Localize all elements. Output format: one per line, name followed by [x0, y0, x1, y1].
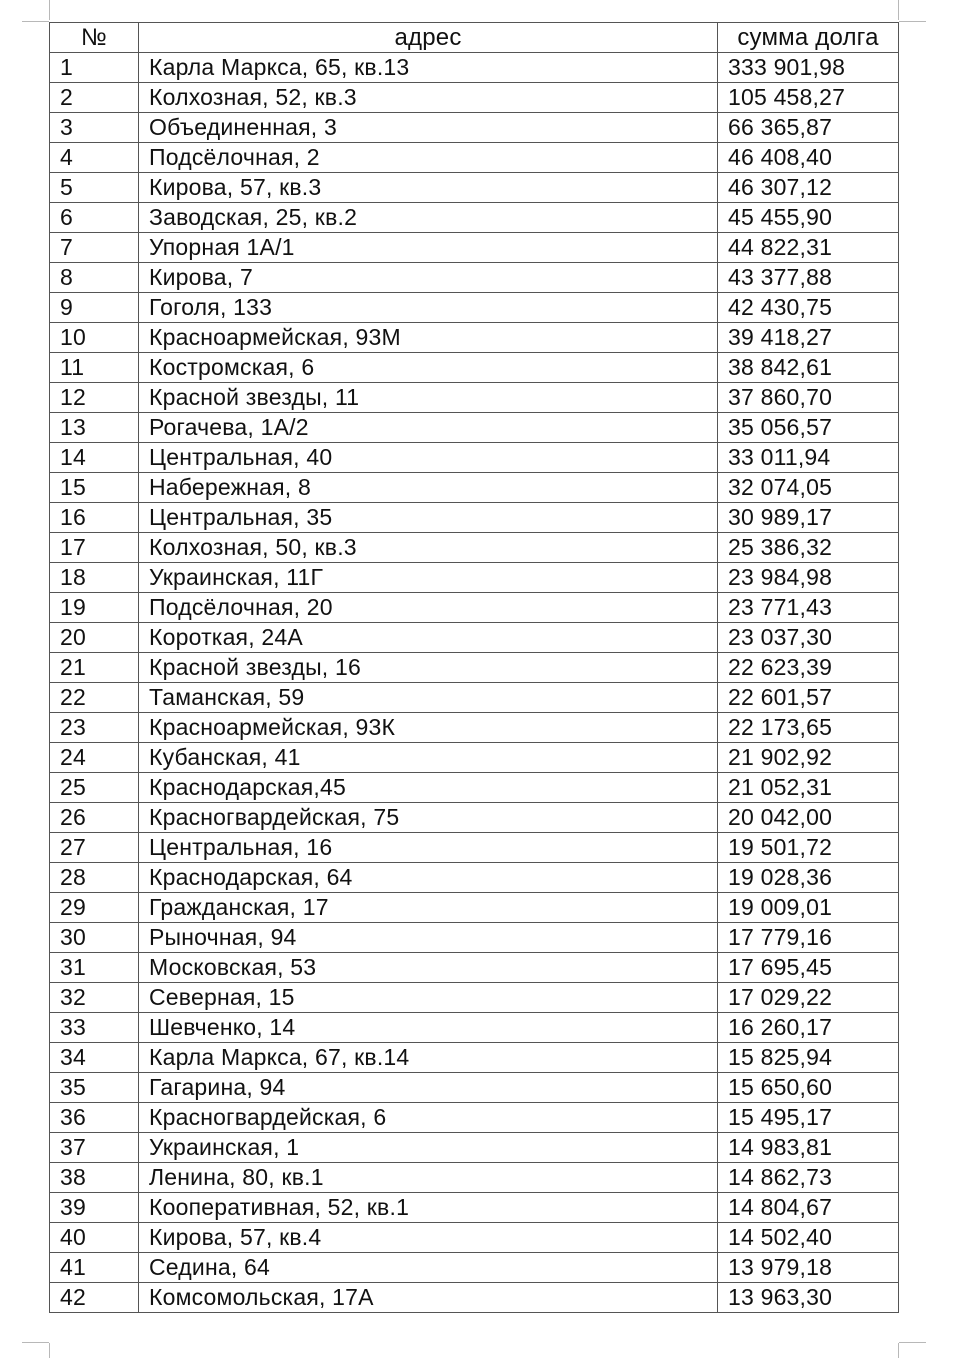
row-number: 18 [50, 563, 139, 593]
crop-mark [898, 1343, 899, 1358]
row-amount: 333 901,98 [718, 53, 899, 83]
table-row [50, 1253, 899, 1283]
row-amount: 23 984,98 [718, 563, 899, 593]
row-amount: 16 260,17 [718, 1013, 899, 1043]
table-row [50, 1043, 899, 1073]
table-row [50, 893, 899, 923]
row-address: Заводская, 25, кв.2 [139, 203, 718, 233]
row-number: 28 [50, 863, 139, 893]
row-address: Кирова, 57, кв.4 [139, 1223, 718, 1253]
row-amount: 13 979,18 [718, 1253, 899, 1283]
row-address: Шевченко, 14 [139, 1013, 718, 1043]
row-number: 34 [50, 1043, 139, 1073]
row-address: Кооперативная, 52, кв.1 [139, 1193, 718, 1223]
crop-mark [898, 0, 899, 20]
row-address: Гагарина, 94 [139, 1073, 718, 1103]
row-amount: 23 037,30 [718, 623, 899, 653]
row-address: Центральная, 16 [139, 833, 718, 863]
header-amount: сумма долга [718, 23, 899, 53]
table-row [50, 533, 899, 563]
row-address: Кубанская, 41 [139, 743, 718, 773]
table-row [50, 1223, 899, 1253]
row-number: 1 [50, 53, 139, 83]
row-number: 41 [50, 1253, 139, 1283]
row-number: 22 [50, 683, 139, 713]
row-address: Карла Маркса, 67, кв.14 [139, 1043, 718, 1073]
row-amount: 17 779,16 [718, 923, 899, 953]
row-amount: 30 989,17 [718, 503, 899, 533]
table-row [50, 803, 899, 833]
table-row [50, 1163, 899, 1193]
table-row [50, 833, 899, 863]
row-number: 17 [50, 533, 139, 563]
row-amount: 66 365,87 [718, 113, 899, 143]
row-address: Красноармейская, 93К [139, 713, 718, 743]
row-amount: 32 074,05 [718, 473, 899, 503]
header-number: № [50, 23, 139, 53]
row-number: 42 [50, 1283, 139, 1313]
table-row [50, 623, 899, 653]
table-row [50, 503, 899, 533]
row-address: Гоголя, 133 [139, 293, 718, 323]
row-number: 32 [50, 983, 139, 1013]
row-address: Объединенная, 3 [139, 113, 718, 143]
row-amount: 44 822,31 [718, 233, 899, 263]
row-amount: 38 842,61 [718, 353, 899, 383]
row-number: 3 [50, 113, 139, 143]
row-address: Украинская, 11Г [139, 563, 718, 593]
row-amount: 33 011,94 [718, 443, 899, 473]
row-number: 36 [50, 1103, 139, 1133]
crop-mark [899, 21, 926, 22]
row-amount: 22 623,39 [718, 653, 899, 683]
row-amount: 15 825,94 [718, 1043, 899, 1073]
row-address: Краснодарская,45 [139, 773, 718, 803]
row-address: Колхозная, 52, кв.3 [139, 83, 718, 113]
row-amount: 35 056,57 [718, 413, 899, 443]
row-number: 12 [50, 383, 139, 413]
row-address: Рогачева, 1А/2 [139, 413, 718, 443]
table-row [50, 1193, 899, 1223]
row-amount: 39 418,27 [718, 323, 899, 353]
table-row [50, 1133, 899, 1163]
table-row [50, 263, 899, 293]
row-number: 30 [50, 923, 139, 953]
row-number: 8 [50, 263, 139, 293]
row-address: Рыночная, 94 [139, 923, 718, 953]
row-number: 13 [50, 413, 139, 443]
row-address: Центральная, 40 [139, 443, 718, 473]
row-address: Кирова, 57, кв.3 [139, 173, 718, 203]
row-number: 15 [50, 473, 139, 503]
row-number: 35 [50, 1073, 139, 1103]
row-number: 26 [50, 803, 139, 833]
row-amount: 17 029,22 [718, 983, 899, 1013]
row-address: Подсёлочная, 2 [139, 143, 718, 173]
row-address: Упорная 1А/1 [139, 233, 718, 263]
row-number: 2 [50, 83, 139, 113]
row-address: Красной звезды, 11 [139, 383, 718, 413]
table-row [50, 683, 899, 713]
table-row [50, 653, 899, 683]
row-number: 19 [50, 593, 139, 623]
table-row [50, 323, 899, 353]
table-row [50, 1283, 899, 1313]
row-address: Красногвардейская, 6 [139, 1103, 718, 1133]
row-address: Гражданская, 17 [139, 893, 718, 923]
table-row [50, 953, 899, 983]
table-row [50, 743, 899, 773]
table-row [50, 923, 899, 953]
crop-mark [49, 0, 50, 20]
row-amount: 46 307,12 [718, 173, 899, 203]
table-row [50, 53, 899, 83]
table-row [50, 1073, 899, 1103]
table-row [50, 143, 899, 173]
row-address: Комсомольская, 17А [139, 1283, 718, 1313]
row-address: Набережная, 8 [139, 473, 718, 503]
row-address: Таманская, 59 [139, 683, 718, 713]
row-amount: 19 009,01 [718, 893, 899, 923]
table-row [50, 173, 899, 203]
row-number: 9 [50, 293, 139, 323]
debt-table [49, 22, 899, 1313]
row-number: 4 [50, 143, 139, 173]
row-address: Колхозная, 50, кв.3 [139, 533, 718, 563]
row-amount: 13 963,30 [718, 1283, 899, 1313]
row-number: 5 [50, 173, 139, 203]
row-number: 24 [50, 743, 139, 773]
row-amount: 43 377,88 [718, 263, 899, 293]
row-amount: 46 408,40 [718, 143, 899, 173]
row-address: Костромская, 6 [139, 353, 718, 383]
row-amount: 105 458,27 [718, 83, 899, 113]
table-row [50, 113, 899, 143]
table-row [50, 293, 899, 323]
row-amount: 19 028,36 [718, 863, 899, 893]
table-row [50, 353, 899, 383]
table-row [50, 773, 899, 803]
table-row [50, 413, 899, 443]
row-number: 40 [50, 1223, 139, 1253]
row-address: Красногвардейская, 75 [139, 803, 718, 833]
row-number: 31 [50, 953, 139, 983]
row-number: 23 [50, 713, 139, 743]
row-number: 27 [50, 833, 139, 863]
row-address: Красноармейская, 93М [139, 323, 718, 353]
table-row [50, 563, 899, 593]
table-row [50, 983, 899, 1013]
row-address: Кирова, 7 [139, 263, 718, 293]
table-row [50, 593, 899, 623]
row-amount: 17 695,45 [718, 953, 899, 983]
row-number: 37 [50, 1133, 139, 1163]
row-amount: 22 173,65 [718, 713, 899, 743]
row-address: Краснодарская, 64 [139, 863, 718, 893]
row-number: 33 [50, 1013, 139, 1043]
table-row [50, 203, 899, 233]
table-header-row [50, 23, 899, 53]
row-amount: 45 455,90 [718, 203, 899, 233]
row-amount: 22 601,57 [718, 683, 899, 713]
row-number: 21 [50, 653, 139, 683]
crop-mark [899, 1342, 926, 1343]
row-amount: 19 501,72 [718, 833, 899, 863]
row-address: Седина, 64 [139, 1253, 718, 1283]
row-address: Ленина, 80, кв.1 [139, 1163, 718, 1193]
row-amount: 20 042,00 [718, 803, 899, 833]
row-address: Северная, 15 [139, 983, 718, 1013]
table-row [50, 383, 899, 413]
table-row [50, 83, 899, 113]
row-amount: 14 983,81 [718, 1133, 899, 1163]
table-row [50, 863, 899, 893]
row-amount: 15 495,17 [718, 1103, 899, 1133]
crop-mark [49, 1343, 50, 1358]
row-address: Украинская, 1 [139, 1133, 718, 1163]
row-address: Подсёлочная, 20 [139, 593, 718, 623]
table-row [50, 1103, 899, 1133]
row-number: 29 [50, 893, 139, 923]
row-amount: 25 386,32 [718, 533, 899, 563]
crop-mark [22, 1342, 49, 1343]
crop-mark [22, 21, 49, 22]
row-number: 11 [50, 353, 139, 383]
row-amount: 37 860,70 [718, 383, 899, 413]
row-number: 20 [50, 623, 139, 653]
row-number: 39 [50, 1193, 139, 1223]
header-address: адрес [139, 23, 718, 53]
row-address: Московская, 53 [139, 953, 718, 983]
table-row [50, 713, 899, 743]
row-amount: 21 902,92 [718, 743, 899, 773]
row-amount: 14 862,73 [718, 1163, 899, 1193]
table-row [50, 233, 899, 263]
row-number: 10 [50, 323, 139, 353]
row-amount: 21 052,31 [718, 773, 899, 803]
row-amount: 23 771,43 [718, 593, 899, 623]
row-address: Короткая, 24А [139, 623, 718, 653]
row-number: 6 [50, 203, 139, 233]
table-row [50, 1013, 899, 1043]
row-number: 25 [50, 773, 139, 803]
row-address: Центральная, 35 [139, 503, 718, 533]
row-amount: 14 804,67 [718, 1193, 899, 1223]
table-row [50, 473, 899, 503]
row-amount: 15 650,60 [718, 1073, 899, 1103]
row-amount: 14 502,40 [718, 1223, 899, 1253]
table-row [50, 443, 899, 473]
row-number: 14 [50, 443, 139, 473]
row-number: 16 [50, 503, 139, 533]
row-address: Красной звезды, 16 [139, 653, 718, 683]
row-number: 7 [50, 233, 139, 263]
row-amount: 42 430,75 [718, 293, 899, 323]
row-address: Карла Маркса, 65, кв.13 [139, 53, 718, 83]
row-number: 38 [50, 1163, 139, 1193]
